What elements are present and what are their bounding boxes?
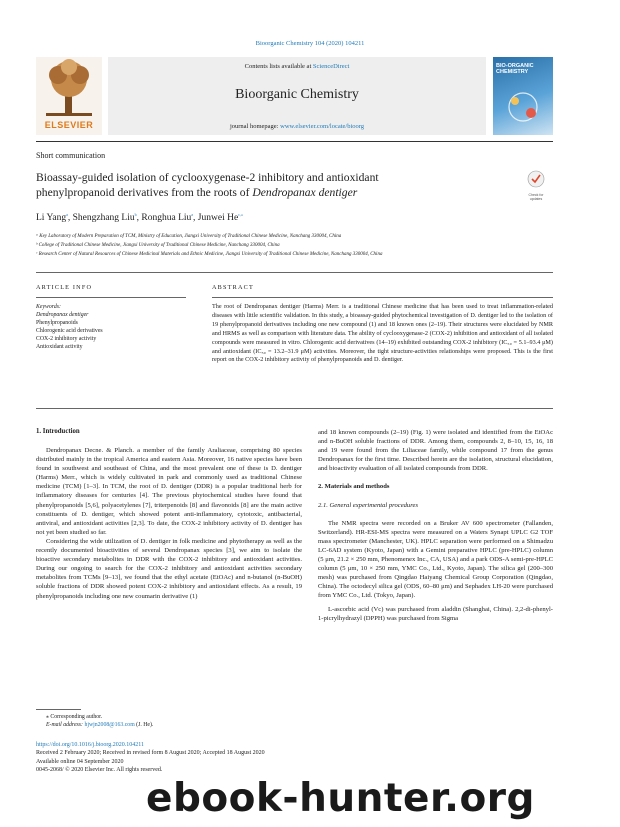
article-title — [36, 170, 496, 200]
title-line-1: Bioassay-guided isolation of cyclooxygenase-2 inhibitory and antioxidant — [36, 171, 379, 184]
cover-molecule-icon — [501, 87, 545, 127]
watermark: ebook-hunter.org — [146, 776, 535, 821]
keyword-item: Dendropanax dentiger — [36, 312, 89, 318]
keywords-block — [36, 303, 186, 351]
corresponding-author: ⁎ Corresponding author. — [46, 714, 103, 720]
email-label: E-mail address: — [46, 722, 85, 728]
online-date: Available online 04 September 2020 — [36, 758, 124, 765]
elsevier-logo — [36, 57, 102, 135]
article-info-rule — [36, 297, 186, 298]
keyword-item: Phenylpropanoids — [36, 320, 78, 326]
journal-reference[interactable]: Bioorganic Chemistry 104 (2020) 104211 — [255, 40, 365, 47]
received-dates: Received 2 February 2020; Received in revised form 8 August 2020; Accepted 18 August 2020 — [36, 750, 265, 757]
methods-paragraph-1: The NMR spectra were recorded on a Bruker AV 600 spectrometer (Fallanden, Switzerland). HR-ESI-MS spectra were measured on a Waters Synapt UPLC G2 TOF mass spectrometer (Manchester, UK). HPLC separation were performed on a Shimadzu LC-6AD system (Kyoto, Japan) with a Gemini preparative HPLC (pre-HPLC) column (5 μm, 21.2 × 250 mm, Phenomenex Inc., CA, USA) and a park ODS-A semi-pre-HPLC column (5 μm, 10 × 250 mm, YMC Co., Ltd., Kyoto, Japan). The silica gel (200–300 mesh) was purchased from Qingdao Haiyang Chemical Group Corporation (Qingdao, China). The octodecyl silica gel (ODS, 60–80 μm) and Sephadex LH-20 were purchased from YMC Co., Ltd. (Tokyo, Japan). — [318, 519, 553, 600]
abstract-end-rule — [36, 408, 553, 409]
author-name: Shengzhang Liu — [72, 213, 135, 224]
elsevier-wordmark: ELSEVIER — [44, 120, 94, 130]
affiliation-c: ᶜ Research Center of Natural Resources of Chinese Medicinal Materials and Ethnic Medicine, Jiangxi University of Traditional Chinese Medicine, Nanchang 330004, China — [36, 252, 383, 257]
journal-cover — [493, 57, 553, 135]
keyword-item: Chlorogenic acid derivatives — [36, 328, 103, 334]
check-updates-icon — [527, 170, 545, 188]
abstract-rule — [212, 297, 553, 298]
homepage-label: journal homepage: — [229, 123, 281, 130]
author-name: Li Yang — [36, 213, 67, 224]
journal-banner — [108, 57, 486, 135]
title-line-2: phenylpropanoid derivatives from the roots of — [36, 186, 253, 199]
author-affil[interactable]: c,⁎ — [238, 212, 243, 217]
contents-label: Contents lists available at — [244, 63, 313, 70]
methods-paragraph-2: L-ascorbic acid (Vc) was purchased from aladdin (Shanghai, China). 2,2-di-phenyl-1-picrylhydrazyl (DPPH) was purchased from Sigma — [318, 605, 553, 622]
affiliations — [36, 233, 556, 258]
email-link[interactable]: hjwjn2008@163.com — [84, 722, 135, 728]
author-list: Li Yang$^a$, Shengzhang Liu$^b$, Ronghua Liu$^a$, Junwei $He^{c,⁎}$ — [36, 212, 243, 224]
intro-body — [36, 446, 302, 601]
intro-paragraph-1: Dendropanax Decne. & Planch. a member of the family Araliaceae, comprising 80 species distributed mainly in the tropical America and eastern Asia. Moreover, 16 native species have been found in southwest and southeast of China, and the most prevalent one of these is D. dentiger (Harms) Merr., which is widely cultivated in park and commonly used as traditional Chinese medicine (TCM) [1–3]. In TCM, the root of D. dentiger (DDR) is a popular traditional herb for inflammatory diseases for centuries [4]. The previous phytochemical studies have found that phenylpropanoids [5,6], polyacetylenes [7], triterpenoids [8] and flavonoids [8] are the main active constituents of D. dentiger, which showed potent anti-inflammatory, cytotoxic, antibacterial, antiviral, and antioxidant activities [2,3]. To date, the COX-2 inhibitory activity of D. dentiger has not yet been studied so far. — [36, 447, 302, 536]
author-affil[interactable]: a — [191, 212, 194, 217]
check-updates-label: Check for updates — [528, 193, 544, 201]
header-rule — [36, 141, 553, 142]
footnote — [46, 713, 153, 729]
author-affil[interactable]: a — [66, 212, 68, 217]
homepage-link[interactable]: www.elsevier.com/locate/bioorg — [280, 123, 365, 130]
abstract-text: The root of Dendropanax dentiger (Harms) Merr. is a traditional Chinese medicine that has been used to treat inflammation-related diseases with little scientific validation. In this study, a bioassay-guided phytochemical investigation of D. dentiger led to the isolation of 19 phenylpropanoid derivatives including one new compound (1) and 18 known ones (2–19). Their structures were elucidated by NMR and HRMS as well as comparison with literature data. The ability of cyclooxygenase-2 (COX-2) inhibition and antioxidant of all isolated compounds were measured in vitro. Chlorogenic acid derivatives (14–19) exhibited outstanding COX-2 inhibitory (IC₅₀ = 5.1–93.4 μM) and antioxidant (IC₅₀ = 13.2–31.9 μM) activities. Moreover, the tight structure-activities relationships were proposed. This is the first report on the COX-2 inhibitory activity of phenylpropanoids and D. dentiger. — [212, 303, 553, 364]
title-species: Dendropanax dentiger — [252, 186, 358, 199]
cover-title: BIO-ORGANIC CHEMISTRY — [496, 63, 534, 75]
keyword-item: COX-2 inhibitory activity — [36, 336, 97, 342]
doi-link[interactable]: https://doi.org/10.1016/j.bioorg.2020.104211 — [36, 742, 145, 748]
author-name: Ronghua Liu — [141, 213, 192, 224]
right-column-body — [318, 428, 553, 623]
intro-paragraph-2: Considering the wide utilization of D. dentiger in folk medicine and phytotherapy as well as the recently documented bioactivities of several Dendropanax species [3], we aim to isolate the bioactive secondary metabolites in DDR with the COX-2 inhibitory and antioxidant activities. During our ongoing to search for the COX-2 inhibitory and antioxidant activities secondary metabolites from TCMs [9–13], we found that the ethyl acetate (EtOAc) and n-butanol (n-BuOH) soluble fractions of DDR showed potent COX-2 inhibitory and antioxidant effects. As a result, 19 phenylpropanoids including one new coumarin derivative (1) — [36, 537, 302, 600]
copyright: 0045-2068/ © 2020 Elsevier Inc. All rights reserved. — [36, 767, 163, 774]
section-heading-methods: 2. Materials and methods — [318, 483, 390, 491]
article-type: Short communication — [36, 151, 106, 160]
journal-name: Bioorganic Chemistry — [235, 87, 359, 102]
affil-rule — [36, 272, 553, 273]
author-affil[interactable]: b — [134, 212, 137, 217]
keyword-item: Antioxidant activity — [36, 344, 83, 350]
footer — [36, 741, 265, 775]
section-heading-intro: 1. Introduction — [36, 428, 80, 435]
check-updates-badge[interactable] — [522, 170, 550, 201]
affiliation-a: ᵃ Key Laboratory of Modern Preparation of TCM, Ministry of Education, Jiangxi University of Traditional Chinese Medicine, Nanchang 330004, China — [36, 234, 342, 239]
intro-continuation: and 18 known compounds (2–19) (Fig. 1) were isolated and identified from the EtOAc and n-BuOH soluble fractions of DDR. Among them, compounds 2, 8–10, 15, 16, 18 and 19 were found from the Liliaceae family, while compound 17 from the genus Dendropanax for the first time. Described herein are the isolation, structural elucidation, and bioactivity evaluation of all isolated compounds from DDR. — [318, 429, 553, 473]
email-suffix: (J. He). — [134, 722, 154, 728]
subsection-heading-procedures: 2.1. General experimental procedures — [318, 501, 419, 509]
abstract-heading: ABSTRACT — [212, 284, 254, 291]
footnote-rule — [36, 709, 81, 710]
elsevier-tree-icon — [36, 57, 102, 119]
article-info-heading: ARTICLE INFO — [36, 284, 93, 291]
sciencedirect-link[interactable]: ScienceDirect — [312, 63, 350, 70]
author-name: Junwei He — [197, 213, 239, 224]
affiliation-b: ᵇ College of Traditional Chinese Medicine, Jiangxi University of Traditional Chinese Medicine, Nanchang 330004, China — [36, 243, 280, 248]
keywords-label: Keywords: — [36, 304, 61, 310]
